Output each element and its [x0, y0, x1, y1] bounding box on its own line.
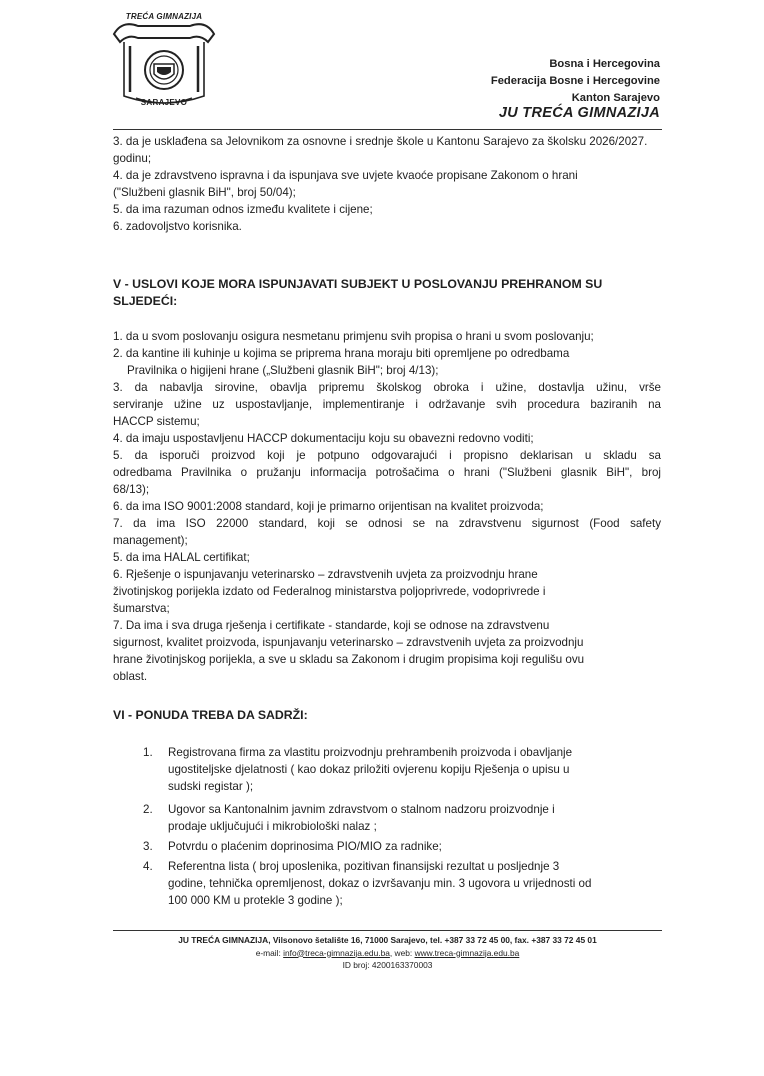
- list-number: 4.: [143, 860, 153, 873]
- list-item: 2. da kantine ili kuhinje u kojima se priprema hrana moraju biti opremljene po odredbama: [113, 347, 570, 360]
- logo-top-text: TREĆA GIMNAZIJA: [125, 12, 203, 21]
- footer-address: JU TREĆA GIMNAZIJA, Vilsonovo šetalište 16, 71000 Sarajevo, tel. +387 33 72 45 00, fax. +387 33 72 45 01: [178, 935, 597, 945]
- logo-bottom-text: SARAJEVO: [140, 98, 188, 107]
- list-item: 5. da ima HALAL certifikat;: [113, 551, 250, 564]
- list-item: 4. da imaju uspostavljenu HACCP dokumentaciju koju su obavezni redovno voditi;: [113, 432, 534, 445]
- list-item: 1. da u svom poslovanju osigura nesmetanu primjenu svih propisa o hrani u svom poslovanju;: [113, 330, 594, 343]
- footer-contact: [113, 947, 662, 960]
- criteria-line: 5. da ima razuman odnos između kvalitete i cijene;: [113, 203, 373, 216]
- school-logo: [108, 12, 220, 112]
- footer: [113, 934, 662, 972]
- canton-line: Kanton Sarajevo: [571, 92, 660, 104]
- list-item: 7. Da ima i sva druga rješenja i certifikate - standarde, koji se odnose na zdravstvenu: [113, 619, 550, 632]
- criteria-continued: [113, 133, 661, 235]
- criteria-line: 4. da je zdravstveno ispravna i da ispunjava sve uvjete kvaoće propisane Zakonom o hrani: [113, 169, 578, 182]
- list-item-cont: životinjskog porijekla izdato od Federalnog ministarstva poljoprivrede, vodoprivrede i: [113, 585, 546, 598]
- criteria-line: ("Službeni glasnik BiH", broj 50/04);: [113, 186, 296, 199]
- list-item: [113, 744, 661, 795]
- section-v-title: V - USLOVI KOJE MORA ISPUNJAVATI SUBJEKT U POSLOVANJU PREHRANOM SU SLJEDEĆI:: [113, 277, 603, 308]
- federation-line: Federacija Bosne i Hercegovine: [490, 75, 660, 87]
- footer-divider: [113, 930, 662, 931]
- list-item-line: ugostiteljske djelatnosti ( kao dokaz priložiti ovjerenu kopiju Rješenja o upisu u: [168, 763, 570, 776]
- section-vi-title: VI - PONUDA TREBA DA SADRŽI:: [113, 708, 308, 722]
- list-item-line: Ugovor sa Kantonalnim javnim zdravstvom o stalnom nadzoru proizvodnje i: [168, 803, 555, 816]
- list-item-cont: management);: [113, 534, 188, 547]
- header-divider: [113, 129, 662, 130]
- email-label: e-mail:: [255, 947, 284, 958]
- school-crest-icon: [108, 12, 220, 112]
- document-body: [113, 133, 661, 909]
- list-item-cont: oblast.: [113, 670, 148, 683]
- list-item: 7. da ima ISO 22000 standard, koji se odnosi se na zdravstvenu sigurnost (Food safety: [113, 517, 661, 530]
- list-item-line: Registrovana firma za vlastitu proizvodnju prehrambenih proizvoda i obavljanje: [168, 746, 573, 759]
- country-line: Bosna i Hercegovina: [549, 58, 660, 70]
- list-item: [113, 838, 661, 855]
- section-vi-list: [113, 744, 661, 909]
- list-item: 3. da nabavlja sirovine, obavlja pripremu školskog obroka i užine, dostavlja užinu, vrše: [113, 381, 661, 394]
- school-name: JU TREĆA GIMNAZIJA: [498, 105, 660, 121]
- list-item: 5. da isporuči proizvod koji je potpuno odgovarajući i propisno deklarisan u skladu sa: [113, 449, 661, 462]
- footer-id: ID broj: 4200163370003: [342, 960, 433, 970]
- list-item-cont: HACCP sistemu;: [113, 415, 200, 428]
- list-item: 6. da ima ISO 9001:2008 standard, koji je primarno orijentisan na kvalitet proizvoda;: [113, 500, 544, 513]
- list-item-cont: Pravilnika o higijeni hrane („Službeni glasnik BiH"; broj 4/13);: [127, 364, 439, 377]
- criteria-line: 6. zadovoljstvo korisnika.: [113, 220, 242, 233]
- email-link[interactable]: info@treca-gimnazija.edu.ba: [283, 947, 390, 958]
- criteria-line: 3. da je usklađena sa Jelovnikom za osnovne i srednje škole u Kantonu Sarajevo za školsku 2026/2027.: [113, 135, 648, 148]
- list-item-line: Potvrdu o plaćenim doprinosima PIO/MIO za radnike;: [168, 840, 442, 853]
- list-number: 2.: [143, 803, 153, 816]
- list-item-cont: sigurnost, kvalitet proizvoda, ispunjavanju veterinarsko – zdravstvenih uvjeta za proizvodnju: [113, 636, 584, 649]
- letterhead-address: [491, 56, 660, 107]
- list-number: 3.: [143, 840, 153, 853]
- list-item: [113, 858, 661, 909]
- list-item-line: Referentna lista ( broj uposlenika, pozitivan finansijski rezultat u posljednje 3: [168, 860, 560, 873]
- list-item: [113, 801, 661, 835]
- list-item-cont: šumarstva;: [113, 602, 170, 615]
- web-label: , web:: [389, 947, 415, 958]
- list-item-cont: odredbama Pravilnika o pružanju informacija potrošačima o hrani ("Službeni glasnik BiH", broj: [113, 466, 661, 479]
- list-item-line: godine, tehnička opremljenost, dokaz o izvršavanju min. 3 ugovora u vrijednosti od: [168, 877, 592, 890]
- section-v-list: [113, 328, 661, 685]
- web-link[interactable]: www.treca-gimnazija.edu.ba: [414, 947, 520, 958]
- list-item-line: sudski registar );: [168, 780, 254, 793]
- list-item-line: 100 000 KM u protekle 3 godine );: [168, 894, 343, 907]
- list-item-cont: hrane životinjskog porijekla, a sve u skladu sa Zakonom i drugim propisima koji regulišu ovu: [113, 653, 585, 666]
- list-number: 1.: [143, 746, 153, 759]
- list-item-line: prodaje uključujući i mikrobiološki nalaz ;: [168, 820, 377, 833]
- list-item: 6. Rješenje o ispunjavanju veterinarsko – zdravstvenih uvjeta za proizvodnju hrane: [113, 568, 538, 581]
- criteria-line: godinu;: [113, 152, 152, 165]
- list-item-cont: 68/13);: [113, 483, 150, 496]
- list-item-cont: serviranje užine uz uspostavljanje, implementiranje i održavanje svih procedura baziranih na: [113, 398, 661, 411]
